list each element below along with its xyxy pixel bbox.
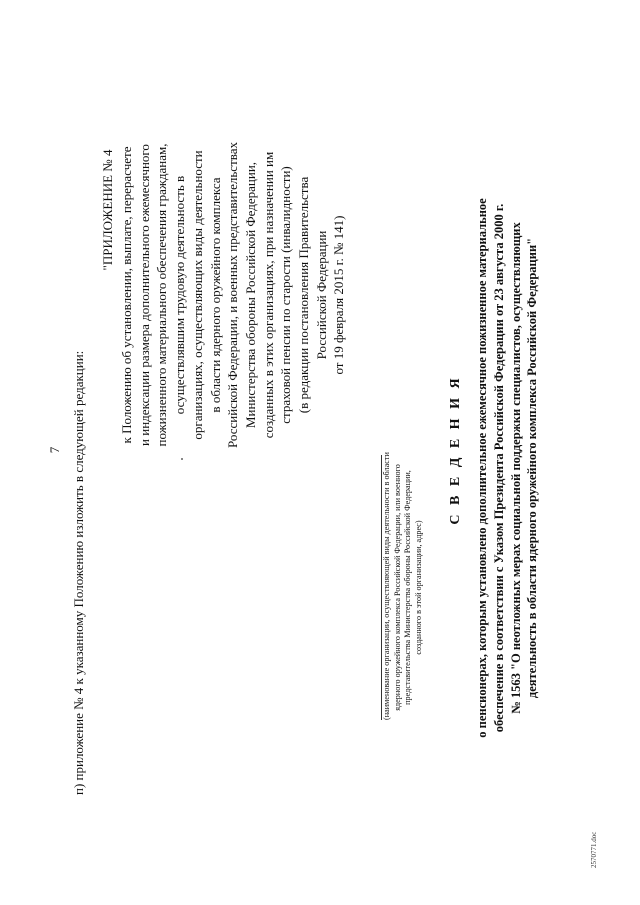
appendix-line: Министерства обороны Российской Федерации, [242,161,258,429]
appendix-line: созданных в этих организациях, при назначении им [260,151,276,439]
footnote-line: (наименование организации, осуществляющей виды деятельности в области [382,452,391,720]
appendix-line: в области ядерного оружейного комплекса [207,177,223,413]
appendix-line: организациях, осуществляющих виды деятельности [189,150,205,440]
section-heading: С В Е Д Е Н И Я [448,375,463,525]
appendix-subtitle [118,75,348,515]
appendix-line: от 19 февраля 2015 г. № 141) [331,215,347,375]
description-line: обеспечение в соответствии с Указом Президента Российской Федерации от 23 августа 2000 г. [491,203,506,733]
appendix-line: Российской Федерации, и военных представительствах [225,142,241,448]
intro-paragraph: п) приложение № 4 к указанному Положению изложить в следующей редакции: [71,350,86,795]
description-line: о пенсионерах, которым установлено дополнительное ежемесячное пожизненное материальное [475,198,489,738]
document-id: 2570771.doc [590,831,598,868]
appendix-title: "ПРИЛОЖЕНИЕ № 4 [100,149,115,271]
appendix-line: Российской Федерации [313,230,329,360]
stray-mark [181,458,183,460]
description-line: деятельность в области ядерного оружейного комплекса Российской Федерации" [525,237,540,699]
footnote-line: ядерного оружейного комплекса Российской Федерации, или военного [392,464,402,711]
heading-description [474,118,541,818]
footnote-organization [382,452,424,720]
appendix-line: осуществлявшим трудовую деятельность в [172,175,188,415]
appendix-line: страховой пенсии по старости (инвалидности) [278,166,294,424]
appendix-line: и индексации размера дополнительного ежемесячного [136,144,152,446]
appendix-line: (в редакции постановления Правительства [296,176,312,414]
description-line: № 1563 "О неотложных мерах социальной поддержки специалистов, осуществляющих [508,222,523,714]
page-number: 7 [47,446,62,454]
appendix-line: пожизненного материального обеспечения гражданам, [154,143,170,447]
footnote-line: созданного в этой организации, адрес) [413,520,423,655]
appendix-line: к Положению об установлении, выплате, перерасчете [119,146,134,444]
footnote-line: представительства Министерства обороны Российской Федерации, [403,470,413,705]
